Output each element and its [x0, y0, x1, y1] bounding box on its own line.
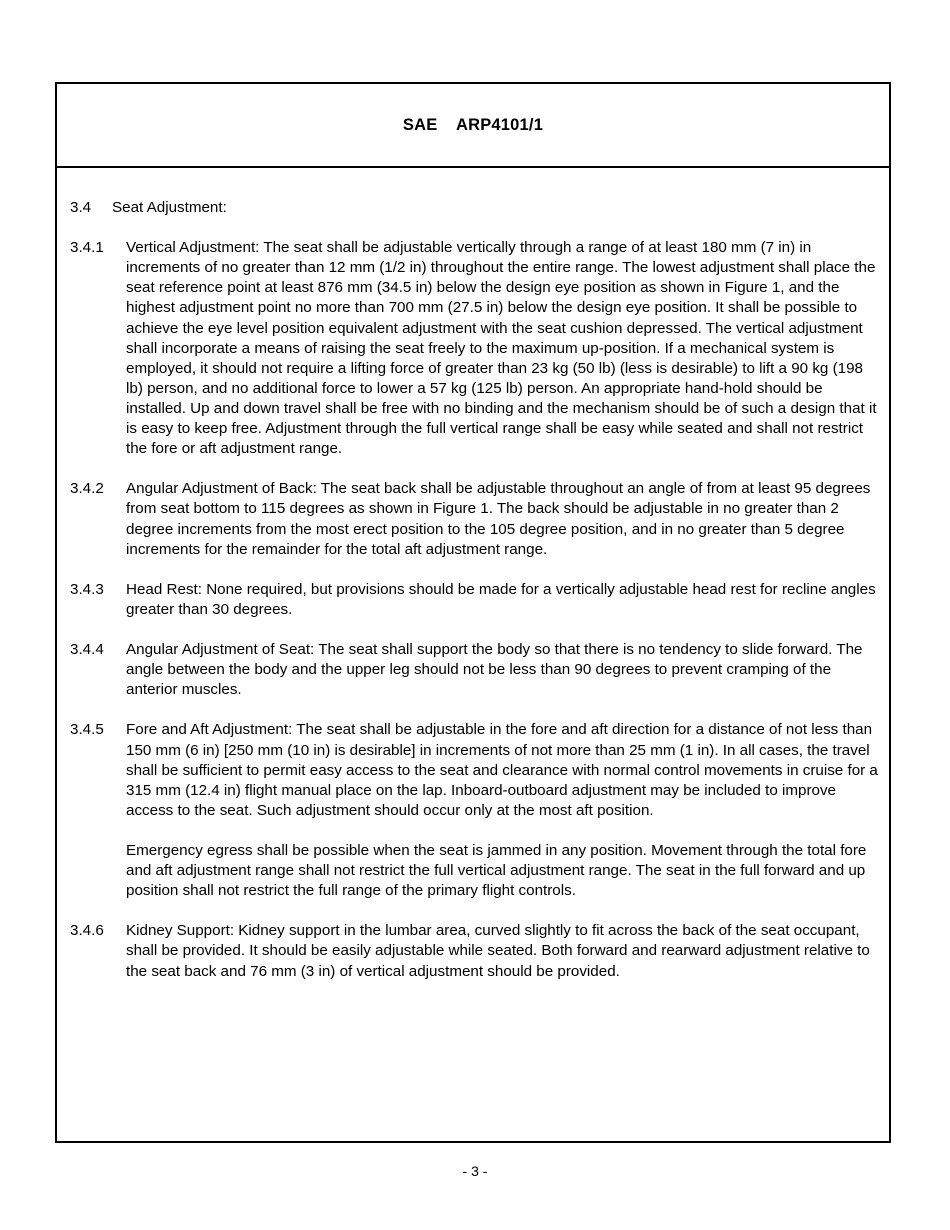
paragraph-3-4-6 [70, 921, 880, 981]
document-body [70, 198, 880, 982]
section-title: Seat Adjustment: [112, 199, 227, 216]
paragraph-3-4-3 [70, 580, 880, 620]
paragraph-text: Vertical Adjustment: The seat shall be adjustable vertically through a range of at least 180 mm (7 in) in increments of no greater than 12 mm (1/2 in) throughout the entire range. The lowest adjustment shall place the seat reference point at least 876 mm (34.5 in) below the design eye position as shown in Figure 1, and the highest adjustment point no more than 700 mm (27.5 in) below the design eye position. It shall be possible to achieve the eye level position equivalent adjustment with the seat cushion depressed. The vertical adjustment shall incorporate a means of raising the seat freely to the maximum up-position. If a mechanical system is employed, it should not require a lifting force of greater than 23 kg (50 lb) (less is desirable) to lift a 90 kg (198 lb) person, and no additional force to lower a 57 kg (125 lb) person. An appropriate hand-hold should be installed. Up and down travel shall be free with no binding and the mechanism should be of such a design that it is easy to keep free. Adjustment through the full vertical range shall be easy while seated and shall not restrict the fore or aft adjustment range. [126, 239, 877, 458]
paragraph-number: 3.4.3 [70, 580, 104, 598]
paragraph-number: 3.4.5 [70, 721, 104, 739]
paragraph-body [126, 479, 880, 559]
paragraph-3-4-2 [70, 479, 880, 559]
paragraph-text: Kidney Support: Kidney support in the lumbar area, curved slightly to fit across the back of the seat occupant, shall be provided. It should be easily adjustable while seated. Both forward and rearward adjustment relative to the seat back and 76 mm (3 in) of vertical adjustment should be provided. [126, 922, 870, 980]
paragraph-text: Angular Adjustment of Back: The seat back shall be adjustable throughout an angle of from at least 95 degrees from seat bottom to 115 degrees as shown in Figure 1. The back should be adjustable in no greater than 2 degree increments from the most erect position to the 105 degree position, and in no greater than 5 degree increments for the remainder for the total aft adjustment range. [126, 480, 871, 558]
page-number: - 3 - [462, 1163, 488, 1179]
paragraph-text: Fore and Aft Adjustment: The seat shall be adjustable in the fore and aft direction for a distance of not less than 150 mm (6 in) [250 mm (10 in) is desirable] in increments of not more than 25 mm (1 in). In all cases, the travel shall be sufficient to permit easy access to the seat and clearance with normal control movements in cruise for a 315 mm (12.4 in) flight manual place on the lap. Inboard-outboard adjustment may be included to improve access to the seat. Such adjustment should occur only at the most aft position. [126, 721, 878, 819]
doc-number: ARP4101/1 [455, 115, 544, 134]
paragraph-number: 3.4.6 [70, 922, 104, 940]
paragraph-text: Emergency egress shall be possible when the seat is jammed in any position. Movement through the total fore and aft adjustment range shall not restrict the full vertical adjustment range. The seat in the full forward and up position shall not restrict the full range of the primary flight controls. [126, 842, 867, 900]
section-number: 3.4 [70, 199, 92, 216]
paragraph-body [126, 640, 880, 700]
paragraph-number: 3.4.1 [70, 239, 104, 257]
paragraph-number: 3.4.2 [70, 480, 104, 498]
paragraph-number: 3.4.4 [70, 641, 104, 659]
document-header [57, 84, 889, 168]
document-id [403, 116, 543, 135]
doc-org: SAE [402, 115, 438, 134]
paragraph-body [126, 921, 880, 981]
paragraph-3-4-5 [70, 720, 880, 901]
page-frame [55, 82, 891, 1143]
paragraph-text: Angular Adjustment of Seat: The seat shall support the body so that there is no tendency to slide forward. The angle between the body and the upper leg should not be less than 90 degrees to prevent cramping of the anterior muscles. [126, 641, 863, 699]
paragraph-3-4-1 [70, 238, 880, 459]
paragraph-3-4-4 [70, 640, 880, 700]
section-heading [70, 198, 880, 218]
paragraph-body [126, 580, 880, 620]
paragraph-body [126, 238, 880, 459]
paragraph-text: Head Rest: None required, but provisions should be made for a vertically adjustable head rest for recline angles greater than 30 degrees. [126, 580, 876, 618]
paragraph-body [126, 720, 880, 901]
